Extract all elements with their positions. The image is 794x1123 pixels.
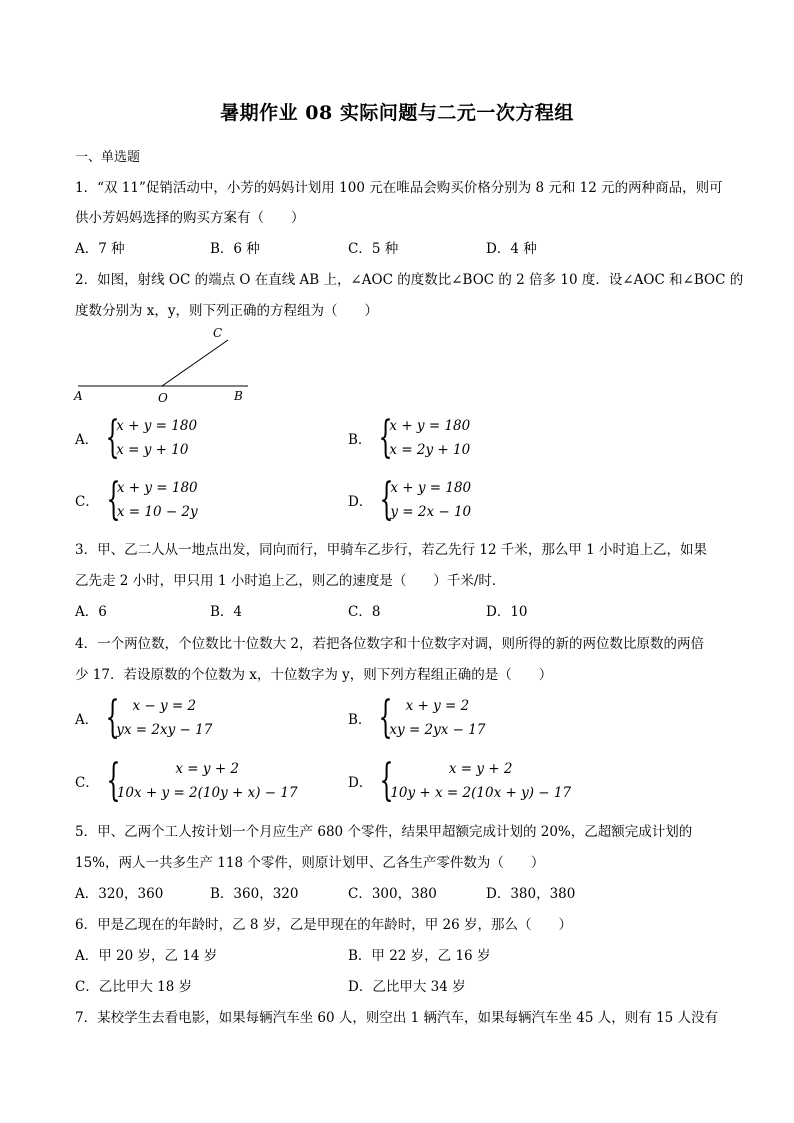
option-label: D． <box>348 775 373 791</box>
q4-option-a <box>75 694 212 742</box>
brace: { <box>379 755 394 806</box>
equation: x = 10 − 2y <box>116 504 198 520</box>
q6-option-d: D．乙比甲大 34 岁 <box>348 979 466 995</box>
q5-option-d: D．380，380 <box>486 886 576 902</box>
equation: x = 2y + 10 <box>389 442 471 458</box>
brace: { <box>105 692 120 743</box>
page-title: 暑期作业 08 实际问题与二元一次方程组 <box>220 102 574 124</box>
q6-option-b: B．甲 22 岁，乙 16 岁 <box>348 948 491 964</box>
option-label: B． <box>348 712 372 728</box>
option-label: A． <box>75 432 99 448</box>
option-label: C． <box>75 775 99 791</box>
q5-option-c: C．300，380 <box>348 886 437 902</box>
q2-option-a <box>75 414 197 462</box>
q3-option-c: C．8 <box>348 604 381 620</box>
q3-line-2: 乙先走 2 小时，甲只用 1 小时追上乙，则乙的速度是（ ）千米/时． <box>75 573 506 589</box>
point-c-label: C <box>213 326 223 340</box>
q2-line-2: 度数分别为 x，y，则下列正确的方程组为（ ） <box>75 303 379 319</box>
q2-option-d <box>348 476 471 524</box>
q3-option-d: D．10 <box>486 604 528 620</box>
q4-line-2: 少 17．若设原数的个位数为 x，十位数字为 y，则下列方程组正确的是（ ） <box>75 667 553 683</box>
equation: x + y = 2 <box>405 698 470 714</box>
q1-option-d: D．4 种 <box>486 241 537 257</box>
q3-option-b: B．4 <box>210 604 243 620</box>
q2-option-c <box>75 476 198 524</box>
q4-line-1: 4．一个两位数，个位数比十位数大 2，若把各位数字和十位数字对调，则所得的新的两位数比原数的两倍 <box>75 636 704 652</box>
option-label: D． <box>348 494 373 510</box>
q4-option-d <box>348 757 571 805</box>
option-label: A． <box>75 712 99 728</box>
equation: yx = 2xy − 17 <box>116 722 213 738</box>
equation: x − y = 2 <box>132 698 197 714</box>
q1-option-a: A．7 种 <box>75 241 125 257</box>
equation: x = y + 2 <box>175 761 240 777</box>
point-o-label: O <box>158 391 168 404</box>
equation: x = y + 2 <box>448 761 513 777</box>
q6-line-1: 6．甲是乙现在的年龄时，乙 8 岁，乙是甲现在的年龄时，甲 26 岁，那么（ ） <box>75 917 573 933</box>
equation: xy = 2yx − 17 <box>389 722 486 738</box>
q6-option-c: C．乙比甲大 18 岁 <box>75 979 193 995</box>
point-b-label: B <box>234 389 243 403</box>
q1-option-c: C．5 种 <box>348 241 399 257</box>
brace: { <box>378 412 393 463</box>
q4-option-c <box>75 757 298 805</box>
equation: 10y + x = 2(10x + y) − 17 <box>390 785 572 801</box>
q3-option-a: A．6 <box>75 604 107 620</box>
equation: x = y + 10 <box>116 442 189 458</box>
q1-line-2: 供小芳妈妈选择的购买方案有（ ） <box>75 210 305 226</box>
q5-option-a: A．320，360 <box>75 886 164 902</box>
q4-option-b <box>348 694 485 742</box>
q1-option-b: B．6 种 <box>210 241 260 257</box>
equation: x + y = 180 <box>389 418 471 434</box>
equation: 10x + y = 2(10y + x) − 17 <box>116 785 298 801</box>
q2-option-b <box>348 414 470 462</box>
q5-line-2: 15%，两人一共多生产 118 个零件，则原计划甲、乙各生产零件数为（ ） <box>75 855 545 871</box>
q6-option-a: A．甲 20 岁，乙 14 岁 <box>75 948 218 964</box>
equation: x + y = 180 <box>116 418 198 434</box>
equation: y = 2x − 10 <box>390 504 472 520</box>
q5-option-b: B．360，320 <box>210 886 299 902</box>
angle-figure <box>70 322 260 404</box>
option-label: B． <box>348 432 372 448</box>
brace: { <box>106 474 121 525</box>
q7-line-1: 7．某校学生去看电影，如果每辆汽车坐 60 人，则空出 1 辆汽车，如果每辆汽车坐 45 人，则有 15 人没有 <box>75 1010 719 1026</box>
q3-line-1: 3．甲、乙二人从一地点出发，同向而行，甲骑车乙步行，若乙先行 12 千米，那么甲 1 小时追上乙，如果 <box>75 542 708 558</box>
brace: { <box>106 755 121 806</box>
section-heading: 一、单选题 <box>75 150 141 165</box>
option-label: C． <box>75 494 99 510</box>
equation: x + y = 180 <box>116 480 198 496</box>
equation: x + y = 180 <box>390 480 472 496</box>
brace: { <box>378 692 393 743</box>
q2-line-1: 2．如图，射线 OC 的端点 O 在直线 AB 上，∠AOC 的度数比∠BOC 的 2 倍多 10 度．设∠AOC 和∠BOC 的 <box>75 272 744 288</box>
q5-line-1: 5．甲、乙两个工人按计划一个月应生产 680 个零件，结果甲超额完成计划的 20%，乙超额完成计划的 <box>75 824 693 840</box>
point-a-label: A <box>74 389 83 403</box>
q1-line-1: 1．“双 11”促销活动中，小芳的妈妈计划用 100 元在唯品会购买价格分别为 8 元和 12 元的两种商品，则可 <box>75 180 723 196</box>
brace: { <box>379 474 394 525</box>
brace: { <box>105 412 120 463</box>
